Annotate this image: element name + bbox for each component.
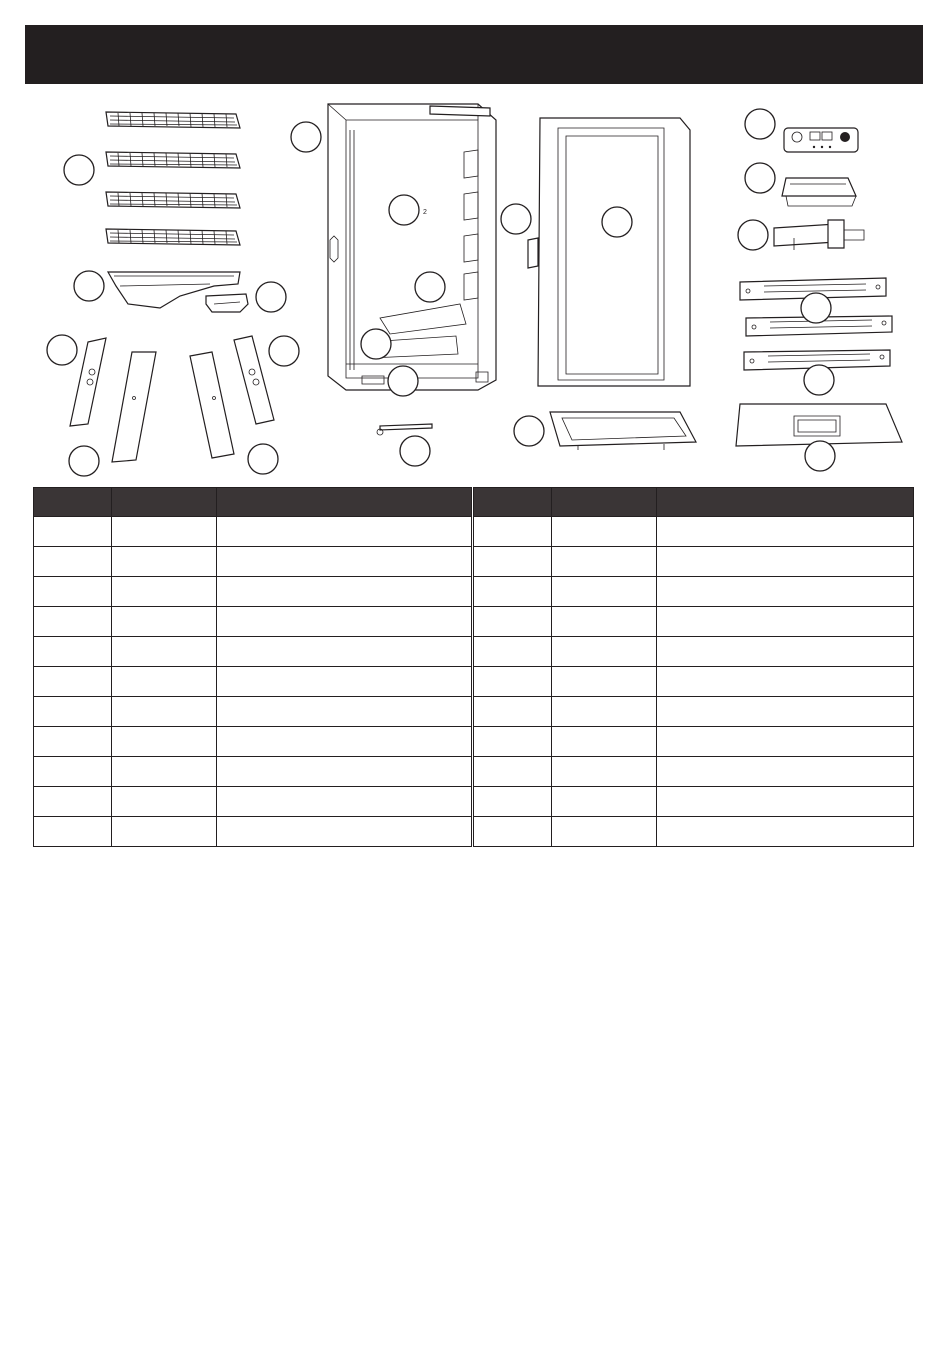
table-row — [34, 637, 472, 667]
wood-chip-holder — [206, 294, 248, 312]
meat-probe — [377, 424, 432, 435]
table-header-row — [34, 488, 472, 517]
stray-mark: 2 — [423, 209, 427, 216]
table-cell — [474, 727, 552, 757]
table-cell — [657, 577, 914, 607]
table-header-row — [474, 488, 914, 517]
table-cell — [112, 697, 217, 727]
table-cell — [112, 817, 217, 847]
table-cell — [474, 517, 552, 547]
table-cell — [474, 787, 552, 817]
table-cell — [34, 817, 112, 847]
table-row — [474, 667, 914, 697]
table-row — [474, 727, 914, 757]
top-cover — [736, 404, 902, 446]
table-cell — [552, 817, 657, 847]
table-cell — [34, 517, 112, 547]
table-row — [34, 667, 472, 697]
legs — [70, 336, 274, 462]
table-cell — [474, 667, 552, 697]
header-banner — [25, 25, 923, 84]
parts-table-left — [33, 487, 472, 847]
column-header — [474, 488, 552, 517]
table-cell — [112, 517, 217, 547]
table-cell — [112, 577, 217, 607]
table-cell — [112, 787, 217, 817]
table-cell — [34, 787, 112, 817]
table-row — [474, 517, 914, 547]
table-row — [474, 637, 914, 667]
table-cell — [552, 757, 657, 787]
table-row — [34, 517, 472, 547]
table-cell — [112, 637, 217, 667]
table-cell — [474, 757, 552, 787]
table-row — [474, 697, 914, 727]
table-cell — [474, 607, 552, 637]
table-cell — [657, 757, 914, 787]
wood-chip-tray — [782, 178, 856, 206]
table-cell — [474, 697, 552, 727]
table-cell — [217, 517, 472, 547]
table-cell — [552, 517, 657, 547]
column-header — [657, 488, 914, 517]
table-cell — [552, 697, 657, 727]
table-cell — [552, 637, 657, 667]
table-cell — [34, 577, 112, 607]
table-cell — [112, 727, 217, 757]
table-cell — [217, 637, 472, 667]
table-cell — [474, 637, 552, 667]
table-cell — [657, 727, 914, 757]
smoker-body — [328, 104, 496, 390]
table-cell — [217, 817, 472, 847]
table-row — [474, 547, 914, 577]
table-row — [34, 577, 472, 607]
table-cell — [657, 607, 914, 637]
table-row — [474, 757, 914, 787]
table-cell — [217, 787, 472, 817]
table-row — [34, 607, 472, 637]
table-row — [474, 577, 914, 607]
table-cell — [34, 697, 112, 727]
table-cell — [34, 547, 112, 577]
table-cell — [34, 607, 112, 637]
column-header — [112, 488, 217, 517]
door — [528, 118, 690, 386]
brackets — [740, 278, 892, 370]
table-cell — [552, 607, 657, 637]
table-cell — [217, 727, 472, 757]
table-cell — [112, 757, 217, 787]
parts-table-right — [473, 487, 914, 847]
column-header — [217, 488, 472, 517]
table-cell — [34, 637, 112, 667]
table-row — [474, 787, 914, 817]
column-header — [34, 488, 112, 517]
table-cell — [657, 547, 914, 577]
table-row — [34, 547, 472, 577]
table-cell — [657, 817, 914, 847]
table-cell — [552, 547, 657, 577]
parts-list-table — [33, 487, 913, 847]
table-cell — [657, 637, 914, 667]
chip-loader — [774, 220, 864, 250]
table-cell — [217, 697, 472, 727]
table-cell — [112, 667, 217, 697]
table-cell — [657, 667, 914, 697]
table-cell — [657, 787, 914, 817]
table-cell — [474, 817, 552, 847]
column-header — [552, 488, 657, 517]
table-row — [34, 817, 472, 847]
parts-exploded-diagram — [0, 90, 950, 485]
table-cell — [34, 757, 112, 787]
table-cell — [34, 727, 112, 757]
cooking-grates — [106, 112, 240, 245]
table-row — [474, 817, 914, 847]
table-cell — [217, 667, 472, 697]
table-cell — [552, 577, 657, 607]
table-cell — [34, 667, 112, 697]
table-cell — [552, 727, 657, 757]
table-cell — [657, 697, 914, 727]
control-panel — [784, 128, 858, 152]
table-cell — [657, 517, 914, 547]
drip-tray — [550, 412, 696, 450]
table-cell — [217, 757, 472, 787]
table-row — [474, 607, 914, 637]
table-cell — [217, 607, 472, 637]
table-cell — [112, 607, 217, 637]
table-cell — [474, 577, 552, 607]
table-cell — [474, 547, 552, 577]
table-row — [34, 727, 472, 757]
table-row — [34, 697, 472, 727]
table-cell — [217, 547, 472, 577]
table-row — [34, 757, 472, 787]
table-cell — [552, 787, 657, 817]
table-row — [34, 787, 472, 817]
table-cell — [112, 547, 217, 577]
table-cell — [217, 577, 472, 607]
table-cell — [552, 667, 657, 697]
